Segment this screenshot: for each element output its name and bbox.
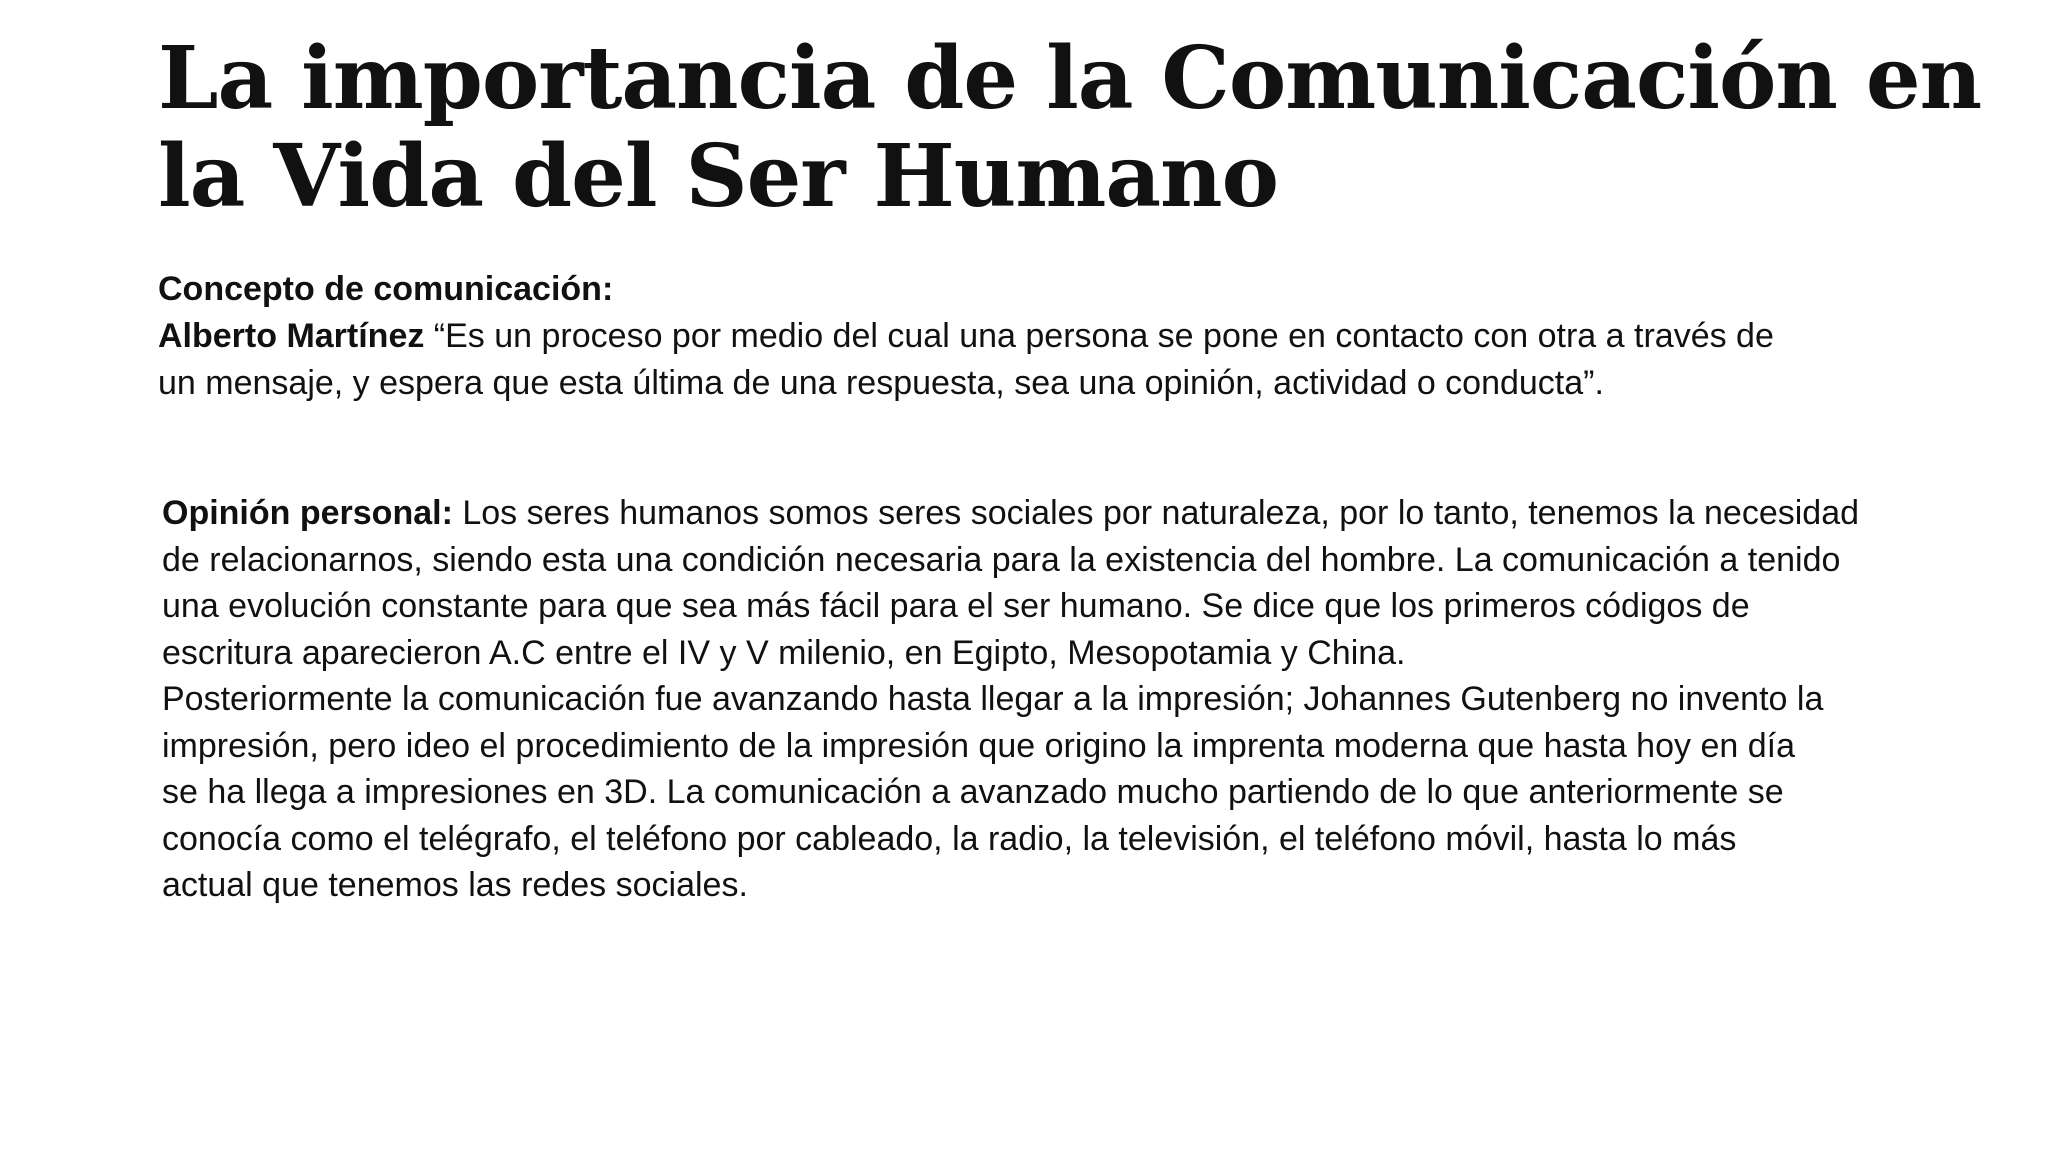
opinion-text-1: Los seres humanos somos seres sociales por naturaleza, por lo tanto, tenemos la necesidad xyxy=(452,494,1860,532)
concept-section xyxy=(158,266,1958,407)
opinion-line-6: impresión, pero ideo el procedimiento de la impresión que origino la imprenta moderna que hasta hoy en día xyxy=(162,726,1795,765)
opinion-line-9: actual que tenemos las redes sociales. xyxy=(162,866,748,904)
quote-text-1: “Es un proceso por medio del cual una persona se pone en contacto con otra a través de xyxy=(424,317,1774,355)
opinion-section xyxy=(162,490,2002,909)
concept-quote-line-2: un mensaje, y espera que esta última de una respuesta, sea una opinión, actividad o conducta”. xyxy=(158,364,1604,402)
opinion-line-5: Posteriormente la comunicación fue avanzando hasta llegar a la impresión; Johannes Gutenberg no invento la xyxy=(162,680,1824,718)
slide-title xyxy=(158,28,1982,227)
concept-quote-line-1 xyxy=(158,313,1958,360)
opinion-line-3: una evolución constante para que sea más fácil para el ser humano. Se dice que los primeros códigos de xyxy=(162,587,1750,625)
concept-heading: Concepto de comunicación: xyxy=(158,270,614,308)
opinion-line-7: se ha llega a impresiones en 3D. La comunicación a avanzado mucho partiendo de lo que anteriormente se xyxy=(162,773,1784,811)
opinion-line-1 xyxy=(162,490,2002,537)
quote-author: Alberto Martínez xyxy=(158,317,425,355)
title-line-1: La importancia de la Comunicación en xyxy=(158,28,1982,129)
title-line-2: la Vida del Ser Humano xyxy=(158,126,1278,227)
opinion-line-8: conocía como el telégrafo, el teléfono por cableado, la radio, la televisión, el teléfono móvil, hasta lo más xyxy=(162,819,1737,858)
opinion-line-4: escritura aparecieron A.C entre el IV y V milenio, en Egipto, Mesopotamia y China. xyxy=(162,633,1406,672)
opinion-label: Opinión personal: xyxy=(162,494,453,532)
opinion-line-2: de relacionarnos, siendo esta una condición necesaria para la existencia del hombre. La comunicación a tenido xyxy=(162,540,1841,579)
